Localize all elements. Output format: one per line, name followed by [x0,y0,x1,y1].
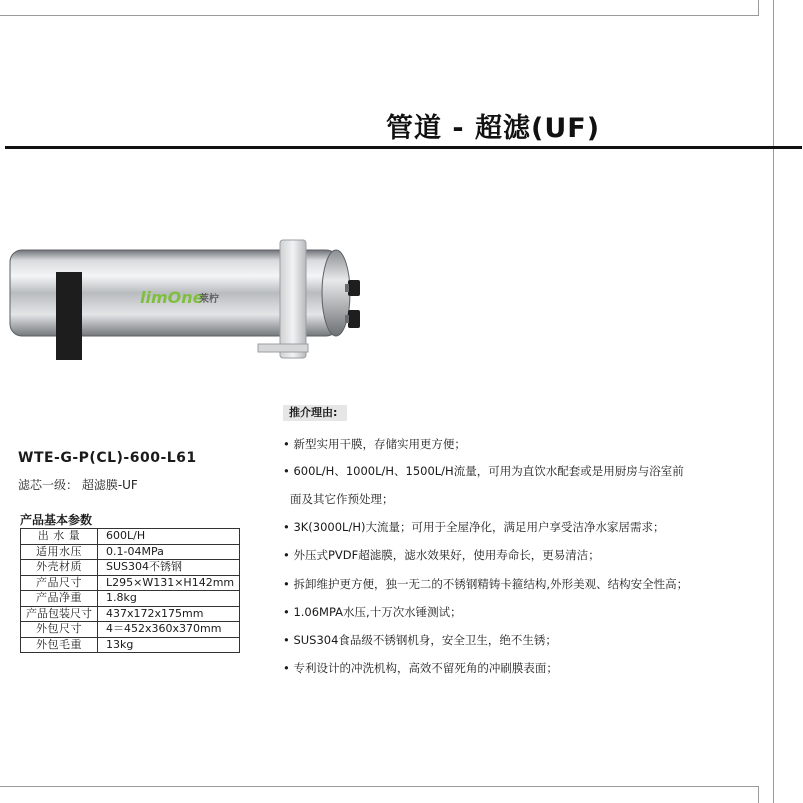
param-value: 0.1-04MPa [98,544,240,560]
reason-item: • 拆卸维护更方便，独一无二的不锈钢精铸卡箍结构,外形美观、结构安全性高； [283,577,689,591]
top-right-edge-line [758,0,759,16]
param-key: 出 水 量 [21,529,98,545]
table-row [21,575,240,591]
table-row [21,606,240,622]
param-key: 产品包装尺寸 [21,606,98,622]
param-value: 1.8kg [98,591,240,607]
reason-item: • 600L/H、1000L/H、1500L/H流量，可用为直饮水配套或是用厨房与浴室前 [283,464,684,478]
reason-item: • 3K(3000L/H)大流量；可用于全屋净化，满足用户享受洁净水家居需求； [283,520,665,534]
title-divider [5,146,802,149]
param-value: L295×W131×H142mm [98,575,240,591]
brand-logo: limOne [140,288,204,307]
param-value: 13kg [98,637,240,653]
page-title: 管道 - 超滤(UF) [386,113,601,144]
reason-item: • 新型实用干膜，存储实用更方便； [283,437,466,451]
param-key: 外包毛重 [21,637,98,653]
reason-item: • SUS304食品级不锈钢机身，安全卫生，绝不生锈； [283,633,557,647]
param-value: 600L/H [98,529,240,545]
param-value: 437x172x175mm [98,606,240,622]
bottom-edge-line [0,786,758,787]
filter-end-cap [322,250,350,336]
param-value: 4＝452x360x370mm [98,622,240,638]
params-heading: 产品基本参数 [20,513,93,527]
param-key: 外壳材质 [21,560,98,576]
table-row [21,560,240,576]
param-key: 外包尺寸 [21,622,98,638]
brand-logo-cn: 莱柠 [199,294,219,305]
reason-item: • 外压式PVDF超滤膜，滤水效果好，使用寿命长，更易清洁； [283,548,600,562]
reason-item: • 1.06MPA水压,十万次水锤测试； [283,605,462,619]
bottom-right-edge-line [758,786,759,803]
table-row [21,637,240,653]
filter-stage-text: 滤芯一级： 超滤膜-UF [18,478,138,492]
model-number: WTE-G-P(CL)-600-L61 [18,450,197,466]
reason-item: • 专利设计的冲洗机构，高效不留死角的冲刷膜表面； [283,661,558,675]
reason-item: 面及其它作预处理； [290,492,394,506]
clamp-ring [280,240,306,358]
table-row [21,591,240,607]
param-key: 产品尺寸 [21,575,98,591]
right-border-line [773,0,774,803]
mounting-strap [56,272,82,360]
clamp-bracket [258,344,308,352]
params-table [20,528,240,653]
param-key: 产品净重 [21,591,98,607]
param-value: SUS304不锈钢 [98,560,240,576]
table-row [21,529,240,545]
reasons-heading: 推介理由: [283,405,347,421]
top-edge-line [0,15,758,16]
product-image [8,236,378,366]
table-row [21,622,240,638]
param-key: 适用水压 [21,544,98,560]
table-row [21,544,240,560]
